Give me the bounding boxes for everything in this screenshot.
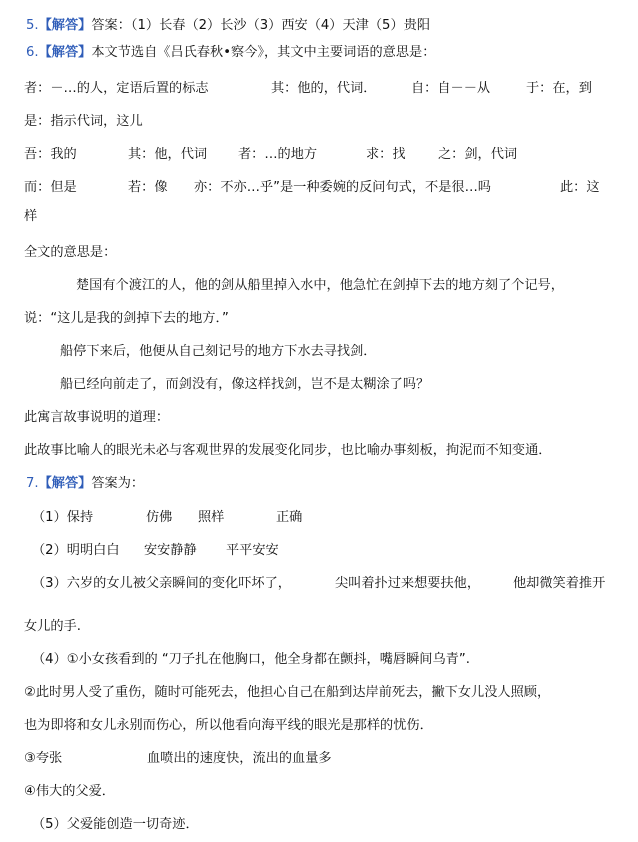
a3-part-2: 尖叫着扑过来想要扶他， bbox=[335, 576, 481, 591]
answer-7-3b: 女儿的手. bbox=[24, 619, 81, 634]
q6-tag: 【解答】 bbox=[38, 45, 92, 60]
gloss-line-1 bbox=[24, 79, 592, 99]
gloss-line-1b bbox=[24, 112, 143, 132]
answer-7-4c: 也为即将和女儿永别而伤心，所以他看向海平线的眼光是那样的忧伤． bbox=[24, 718, 433, 733]
gloss-zhe-2: 者：…的地方 bbox=[238, 147, 318, 162]
a1-word-2: 仿佛 bbox=[146, 510, 173, 525]
translation-para-1a: 楚国有个渡江的人，他的剑从船里掉入水中，他急忙在剑掉下去的地方刻了个记号， bbox=[76, 278, 564, 293]
gloss-yang: 样 bbox=[24, 209, 38, 224]
gloss-zi: 自：自－－从 bbox=[411, 81, 491, 96]
q5-number: 5. bbox=[26, 18, 39, 33]
gloss-line-3b bbox=[24, 207, 37, 227]
a4d-explain: 血喷出的速度快，流出的血量多 bbox=[147, 751, 332, 766]
a3-part-1: （3）六岁的女儿被父亲瞬间的变化吓坏了， bbox=[32, 576, 291, 591]
q6-intro: 本文节选自《吕氏春秋•察今》，其文中主要词语的意思是： bbox=[91, 45, 436, 60]
gloss-qi-2: 其：他，代词 bbox=[128, 147, 208, 162]
answer-7-3 bbox=[32, 574, 605, 594]
translation-para-2: 船停下来后，他便从自己刻记号的地方下水去寻找剑． bbox=[60, 344, 377, 359]
gloss-zhi: 之：剑，代词 bbox=[438, 147, 518, 162]
a2-word-3: 平平安安 bbox=[226, 543, 279, 558]
translation-para-3: 船已经向前走了，而剑没有，像这样找剑，岂不是太糊涂了吗？ bbox=[60, 377, 430, 392]
a1-word-1: （1）保持 bbox=[32, 510, 94, 525]
answer-5 bbox=[26, 16, 430, 36]
answer-7-4e: ④伟大的父爱． bbox=[24, 784, 115, 799]
q7-number: 7. bbox=[26, 476, 39, 491]
gloss-shi: 是：指示代词，这儿 bbox=[24, 114, 143, 129]
gloss-yi: 亦：不亦…乎”是一种委婉的反问句式，不是很…吗 bbox=[194, 180, 491, 195]
gloss-qi: 其：他的，代词． bbox=[271, 81, 377, 96]
moral-text: 此故事比喻人的眼光未必与客观世界的发展变化同步，也比喻办事刻板，拘泥而不知变通． bbox=[24, 443, 552, 458]
a1-word-4: 正确 bbox=[276, 510, 303, 525]
q5-tag: 【解答】 bbox=[38, 18, 92, 33]
gloss-wu: 吾：我的 bbox=[24, 147, 77, 162]
answer-7-4b: ②此时男人受了重伤，随时可能死去，他担心自己在船到达岸前死去，撇下女儿没人照顾， bbox=[24, 685, 551, 700]
a2-word-2: 安安静静 bbox=[144, 543, 197, 558]
a1-word-3: 照样 bbox=[198, 510, 225, 525]
a4d-term: ③夸张 bbox=[24, 751, 63, 766]
answer-7-1 bbox=[32, 508, 302, 528]
q7-tag: 【解答】 bbox=[38, 476, 92, 491]
gloss-line-2 bbox=[24, 145, 517, 165]
answer-7-2 bbox=[32, 541, 279, 561]
gloss-ci: 此：这 bbox=[560, 180, 600, 195]
q5-text: 答案：（1）长春（2）长沙（3）西安（4）天津（5）贵阳 bbox=[91, 18, 431, 33]
moral-title: 此寓言故事说明的道理： bbox=[24, 410, 170, 425]
answer-7-header bbox=[26, 474, 144, 494]
answer-7-4d bbox=[24, 749, 332, 769]
gloss-yu: 于：在，到 bbox=[526, 81, 592, 96]
answer-7-4: （4）①小女孩看到的 “刀子扎在他胸口，他全身都在颤抖，嘴唇瞬间乌青”. bbox=[32, 652, 470, 667]
a3-part-3: 他却微笑着推开 bbox=[513, 576, 606, 591]
translation-para-1b: 说：“这儿是我的剑掉下去的地方．” bbox=[24, 311, 229, 326]
gloss-zhe: 者：－…的人，定语后置的标志 bbox=[24, 81, 209, 96]
answer-7-5: （5）父爱能创造一切奇迹． bbox=[32, 817, 199, 832]
meaning-title: 全文的意思是： bbox=[24, 245, 117, 260]
a2-word-1: （2）明明白白 bbox=[32, 543, 120, 558]
gloss-er: 而：但是 bbox=[24, 180, 77, 195]
q6-number: 6. bbox=[26, 45, 39, 60]
answer-6-header bbox=[26, 43, 435, 63]
gloss-qiu: 求：找 bbox=[366, 147, 406, 162]
q7-text: 答案为： bbox=[91, 476, 145, 491]
gloss-line-3 bbox=[24, 178, 600, 198]
gloss-ruo: 若：像 bbox=[128, 180, 168, 195]
